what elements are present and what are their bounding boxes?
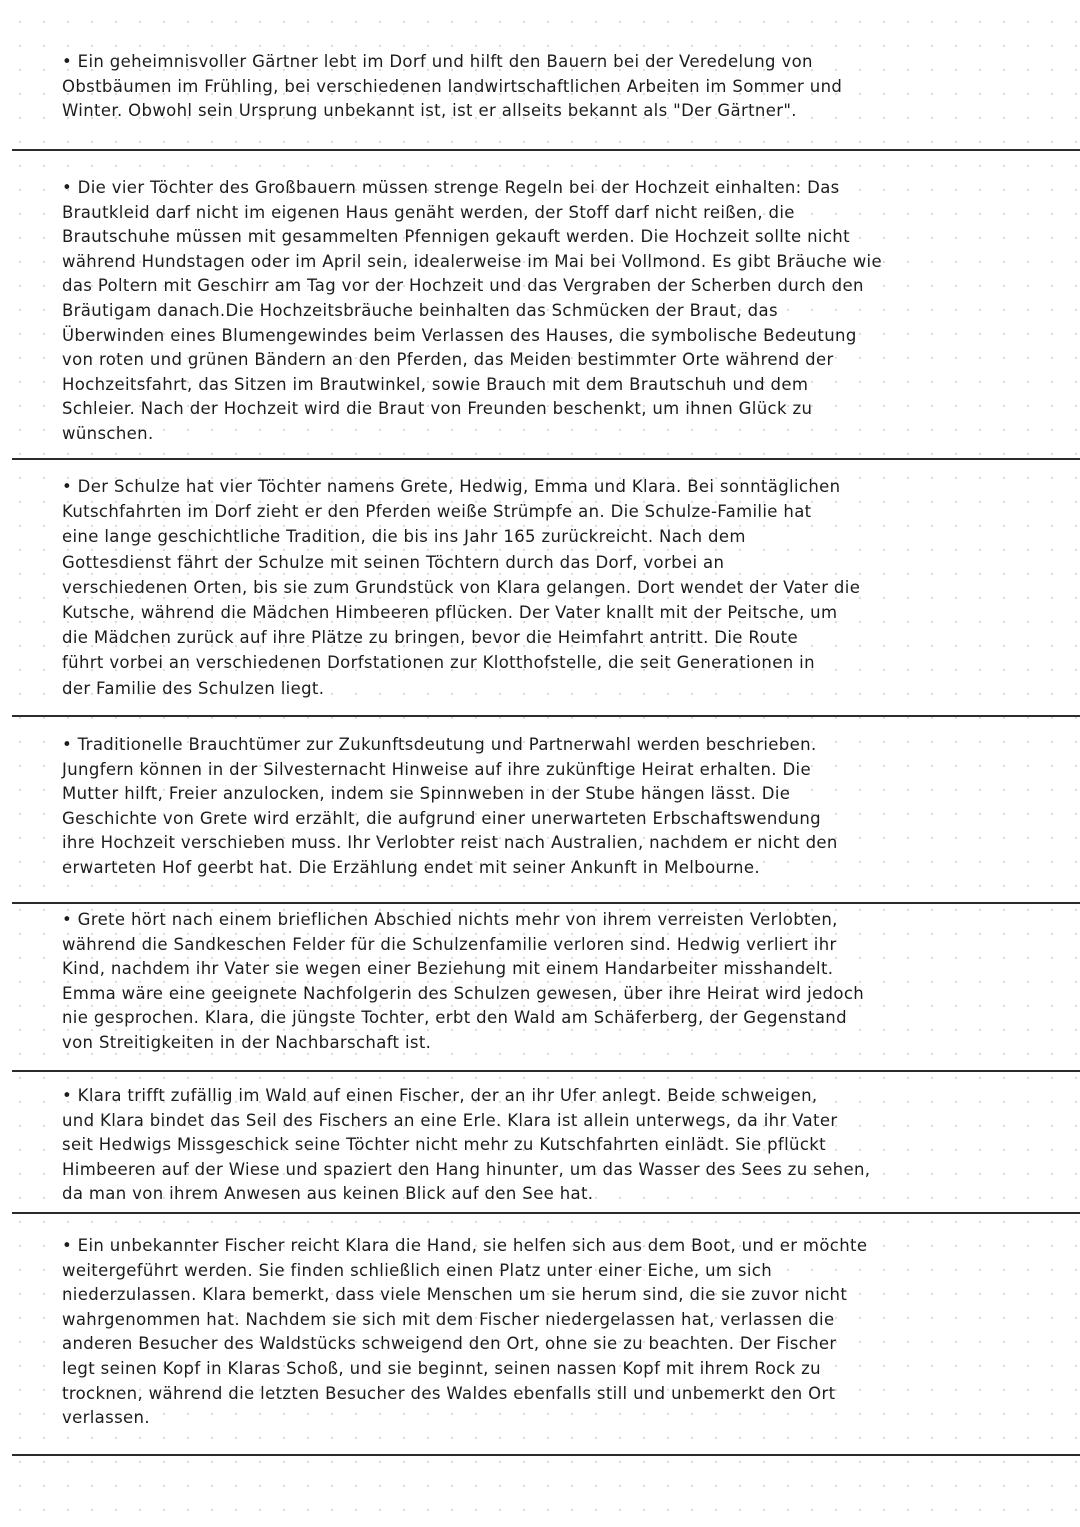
section-divider [12, 715, 1080, 717]
summary-section-wedding-customs: • Die vier Töchter des Großbauern müssen strenge Regeln bei der Hochzeit einhalten: Das Brautkleid darf nicht im eigenen Haus genäht werden, der Stoff darf nicht reißen, die Brautschuhe müssen mit gesammelten Pfennigen gekauft werden. Die Hochzeit sollte nicht während Hundstagen oder im April sein, idealerweise im Mai bei Vollmond. Es gibt Bräuche wie das Poltern mit Geschirr am Tag vor der Hochzeit und das Vergraben der Scherben durch den Bräutigam danach.Die Hochzeitsbräuche beinhalten das Schmücken der Braut, das Überwinden eines Blumengewindes beim Verlassen des Hauses, die symbolische Bedeutung von roten und grünen Bändern an den Pferden, das Meiden bestimmter Orte während der Hochzeitsfahrt, das Sitzen im Brautwinkel, sowie Brauch mit dem Brautschuh und dem Schleier. Nach der Hochzeit wird die Braut von Freunden beschenkt, um ihnen Glück zu wünschen. [62, 178, 882, 443]
section-divider [12, 1454, 1080, 1456]
summary-section-schulze-family: • Der Schulze hat vier Töchter namens Grete, Hedwig, Emma und Klara. Bei sonntäglichen Kutschfahrten im Dorf zieht er den Pferden weiße Strümpfe an. Die Schulze-Familie hat eine lange geschichtliche Tradition, die bis ins Jahr 165 zurückreicht. Nach dem Gottesdienst fährt der Schulze mit seinen Töchtern durch das Dorf, vorbei an verschiedenen Orten, bis sie zum Grundstück von Klara gelangen. Dort wendet der Vater die Kutsche, während die Mädchen Himbeeren pflücken. Der Vater knallt mit der Peitsche, um die Mädchen zurück auf ihre Plätze zu bringen, bevor die Heimfahrt antritt. Die Route führt vorbei an verschiedenen Dorfstationen zur Klotthofstelle, die seit Generationen in der Familie des Schulzen liegt. [62, 477, 861, 698]
section-divider [12, 1070, 1080, 1072]
summary-section-oak-tree: • Ein unbekannter Fischer reicht Klara die Hand, sie helfen sich aus dem Boot, und er möchte weitergeführt werden. Sie finden schließlich einen Platz unter einer Eiche, um sich niederzulassen. Klara bemerkt, dass viele Menschen um sie herum sind, die sie zuvor nicht wahrgenommen hat. Nachdem sie sich mit dem Fischer niedergelassen hat, verlassen die anderen Besucher des Waldstücks schweigend den Ort, ohne sie zu beachten. Der Fischer legt seinen Kopf in Klaras Schoß, und sie beginnt, seinen nassen Kopf mit ihrem Rock zu trocknen, während die letzten Besucher des Waldes ebenfalls still und unbemerkt den Ort verlassen. [62, 1236, 868, 1428]
section-divider [12, 902, 1080, 904]
section-divider [12, 458, 1080, 460]
summary-section-gardener: • Ein geheimnisvoller Gärtner lebt im Dorf und hilft den Bauern bei der Veredelung von Obstbäumen im Frühling, bei verschiedenen landwirtschaftlichen Arbeiten im Sommer und Winter. Obwohl sein Ursprung unbekannt ist, ist er allseits bekannt als "Der Gärtner". [62, 52, 843, 121]
summary-section-traditions: • Traditionelle Brauchtümer zur Zukunftsdeutung und Partnerwahl werden beschrieben. Jungfern können in der Silvesternacht Hinweise auf ihre zukünftige Heirat erhalten. Die Mutter hilft, Freier anzulocken, indem sie Spinnweben in der Stube hängen lässt. Die Geschichte von Grete wird erzählt, die aufgrund einer unerwarteten Erbschaftswendung ihre Hochzeit verschieben muss. Ihr Verlobter reist nach Australien, nachdem er nicht den erwarteten Hof geerbt hat. Die Erzählung endet mit seiner Ankunft in Melbourne. [62, 735, 838, 877]
section-divider [12, 1212, 1080, 1214]
summary-section-daughters-fate: • Grete hört nach einem brieflichen Abschied nichts mehr von ihrem verreisten Verlobten, während die Sandkeschen Felder für die Schulzenfamilie verloren sind. Hedwig verliert ihr Kind, nachdem ihr Vater sie wegen einer Beziehung mit einem Handarbeiter misshandelt. Emma wäre eine geeignete Nachfolgerin des Schulzen gewesen, über ihre Heirat wird jedoch nie gesprochen. Klara, die jüngste Tochter, erbt den Wald am Schäferberg, der Gegenstand von Streitigkeiten in der Nachbarschaft ist. [62, 910, 865, 1052]
section-divider [12, 149, 1080, 151]
summary-section-klara-meets-fisher: • Klara trifft zufällig im Wald auf einen Fischer, der an ihr Ufer anlegt. Beide schweigen, und Klara bindet das Seil des Fischers an eine Erle. Klara ist allein unterwegs, da ihr Vater seit Hedwigs Missgeschick seine Töchter nicht mehr zu Kutschfahrten einlädt. Sie pflückt Himbeeren auf der Wiese und spaziert den Hang hinunter, um das Wasser des Sees zu sehen, da man von ihrem Anwesen aus keinen Blick auf den See hat. [62, 1086, 871, 1204]
